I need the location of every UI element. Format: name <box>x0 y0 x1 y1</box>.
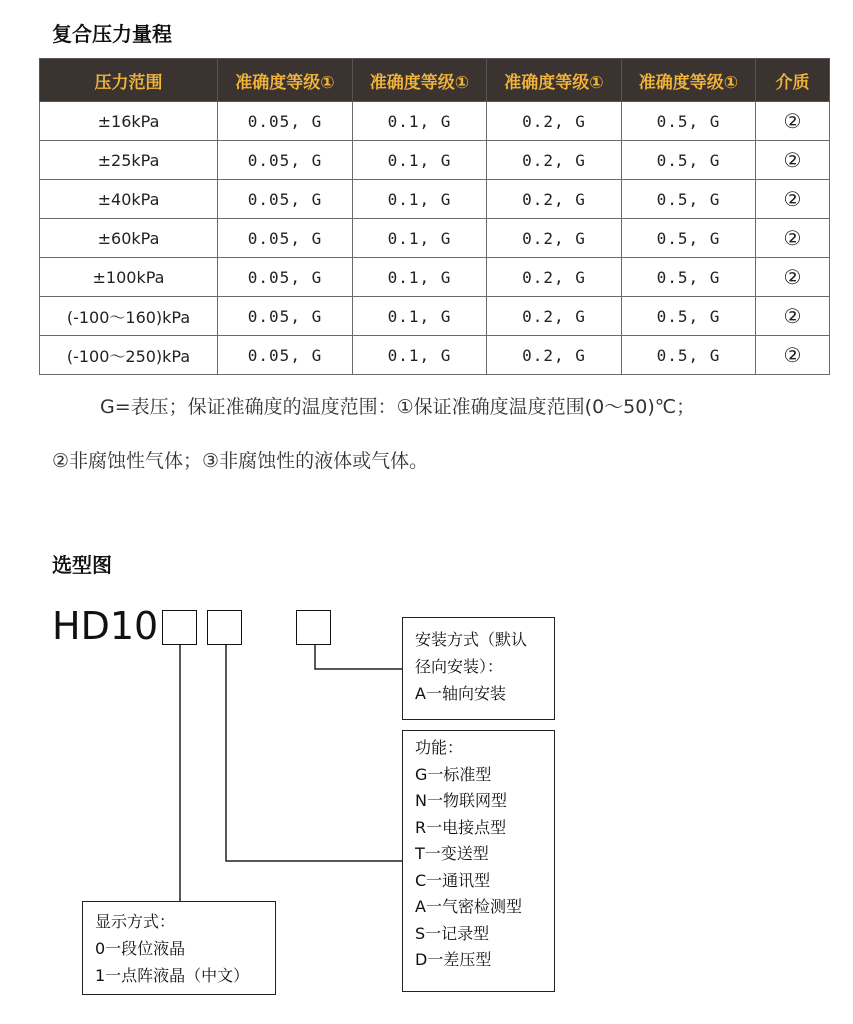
header-accuracy-1: 准确度等级① <box>218 59 353 102</box>
cell-accuracy: 0.1, G <box>353 258 487 297</box>
cell-accuracy: 0.1, G <box>353 102 487 141</box>
cell-accuracy: 0.5, G <box>622 102 756 141</box>
display-line: 1一点阵液晶（中文） <box>95 966 250 985</box>
cell-accuracy: 0.5, G <box>622 297 756 336</box>
cell-accuracy: 0.1, G <box>353 141 487 180</box>
model-prefix: HD10 <box>52 604 159 648</box>
function-line: S一记录型 <box>415 923 490 943</box>
section-title-pressure-range: 复合压力量程 <box>52 22 172 46</box>
install-line: 径向安装）： <box>415 657 504 676</box>
function-connector <box>226 645 402 861</box>
function-line: D一差压型 <box>415 950 492 969</box>
cell-accuracy: 0.05, G <box>218 297 353 336</box>
footnote-line-2: ②非腐蚀性气体；③非腐蚀性的液体或气体。 <box>52 450 429 472</box>
cell-accuracy: 0.05, G <box>218 141 353 180</box>
install-method-box <box>402 617 555 720</box>
cell-accuracy: 0.2, G <box>487 102 622 141</box>
header-pressure-range: 压力范围 <box>40 59 218 102</box>
cell-accuracy: 0.1, G <box>353 180 487 219</box>
cell-accuracy: 0.1, G <box>353 336 487 375</box>
cell-accuracy: 0.2, G <box>487 258 622 297</box>
cell-accuracy: 0.2, G <box>487 180 622 219</box>
cell-range: ±60kPa <box>40 219 218 258</box>
cell-accuracy: 0.05, G <box>218 336 353 375</box>
cell-accuracy: 0.5, G <box>622 141 756 180</box>
function-box <box>402 730 555 992</box>
function-line: N一物联网型 <box>415 791 507 810</box>
cell-accuracy: 0.5, G <box>622 180 756 219</box>
cell-accuracy: 0.2, G <box>487 141 622 180</box>
display-line: 显示方式： <box>95 912 176 931</box>
install-connector <box>315 645 402 669</box>
cell-accuracy: 0.1, G <box>353 219 487 258</box>
cell-range: ±40kPa <box>40 180 218 219</box>
function-line: 功能： <box>415 738 464 757</box>
cell-range: (-100～160)kPa <box>40 297 218 336</box>
cell-accuracy: 0.5, G <box>622 258 756 297</box>
cell-accuracy: 0.2, G <box>487 297 622 336</box>
header-accuracy-2: 准确度等级① <box>353 59 487 102</box>
cell-medium: ② <box>756 258 830 297</box>
display-line: 0一段位液晶 <box>95 939 186 958</box>
cell-medium: ② <box>756 219 830 258</box>
header-accuracy-3: 准确度等级① <box>487 59 622 102</box>
cell-medium: ② <box>756 141 830 180</box>
function-line: G一标准型 <box>415 764 492 784</box>
function-line: R一电接点型 <box>415 817 507 837</box>
cell-range: ±25kPa <box>40 141 218 180</box>
cell-medium: ② <box>756 180 830 219</box>
cell-accuracy: 0.2, G <box>487 336 622 375</box>
cell-medium: ② <box>756 297 830 336</box>
install-line: 安装方式（默认 <box>415 630 528 649</box>
cell-accuracy: 0.05, G <box>218 219 353 258</box>
cell-accuracy: 0.5, G <box>622 219 756 258</box>
cell-accuracy: 0.1, G <box>353 297 487 336</box>
cell-medium: ② <box>756 336 830 375</box>
cell-accuracy: 0.05, G <box>218 180 353 219</box>
cell-accuracy: 0.5, G <box>622 336 756 375</box>
display-method-box <box>82 901 276 995</box>
cell-medium: ② <box>756 102 830 141</box>
cell-accuracy: 0.05, G <box>218 258 353 297</box>
section-title-selection: 选型图 <box>52 553 112 577</box>
function-line: C一通讯型 <box>415 870 491 890</box>
header-accuracy-4: 准确度等级① <box>622 59 756 102</box>
cell-accuracy: 0.05, G <box>218 102 353 141</box>
cell-range: (-100～250)kPa <box>40 336 218 375</box>
function-line: A一气密检测型 <box>415 897 522 916</box>
header-medium: 介质 <box>756 59 830 102</box>
install-line: A一轴向安装 <box>415 684 506 703</box>
cell-accuracy: 0.2, G <box>487 219 622 258</box>
cell-range: ±100kPa <box>40 258 218 297</box>
function-line: T一变送型 <box>415 844 489 863</box>
cell-range: ±16kPa <box>40 102 218 141</box>
footnote-line-1: G=表压；保证准确度的温度范围：①保证准确度温度范围(0～50)℃； <box>100 396 696 418</box>
